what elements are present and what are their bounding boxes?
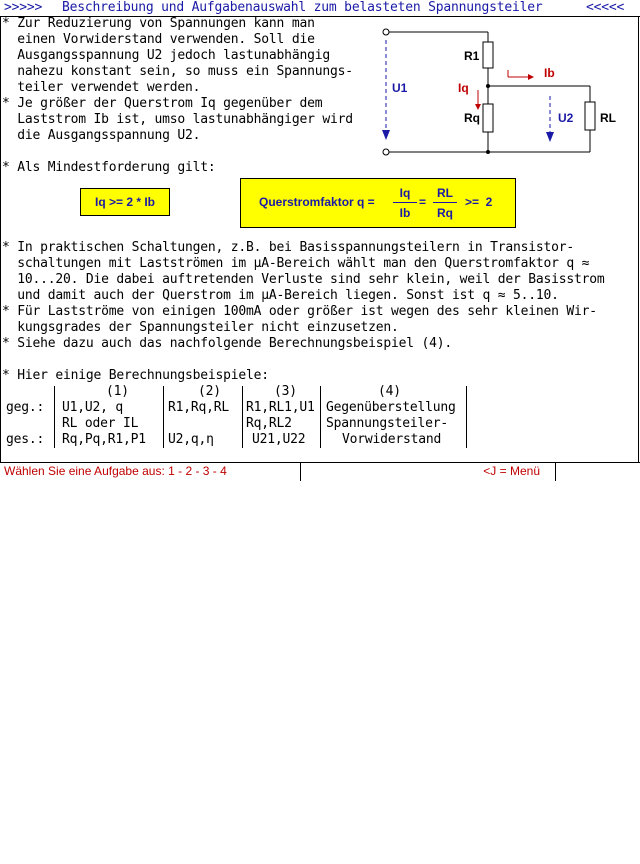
table-cell: RL oder IL bbox=[62, 416, 139, 431]
detail-line: * In praktischen Schaltungen, z.B. bei Basisspannungsteilern in Transistor- bbox=[2, 240, 574, 255]
terminal-bottom-left bbox=[383, 149, 389, 155]
examples-heading: * Hier einige Berechnungsbeispiele: bbox=[2, 368, 269, 383]
title-bar bbox=[0, 0, 640, 17]
intro-line: teiler verwendet werden. bbox=[2, 80, 201, 95]
terminal-top-left bbox=[383, 29, 389, 35]
frame-right-border bbox=[638, 16, 639, 462]
rq-label: Rq bbox=[464, 111, 480, 125]
status-divider bbox=[555, 463, 556, 481]
iq-label: Iq bbox=[458, 81, 469, 95]
table-cell: Rq,RL2 bbox=[246, 416, 292, 431]
menu-shortcut[interactable]: <J = Menü bbox=[483, 464, 540, 478]
rq-resistor bbox=[483, 104, 493, 132]
ib-label: Ib bbox=[544, 66, 555, 80]
junction-bottom bbox=[486, 150, 490, 154]
frac2-bar bbox=[433, 202, 457, 203]
factor-equals: = bbox=[419, 195, 427, 209]
table-cell: R1,RL1,U1 bbox=[246, 400, 315, 415]
frac2-numerator: RL bbox=[437, 186, 453, 200]
u2-arrow-head bbox=[546, 132, 554, 142]
u1-arrow-head bbox=[382, 130, 390, 140]
detail-line: * Für Lastströme von einigen 100mA oder größer ist wegen des sehr kleinen Wir- bbox=[2, 304, 597, 319]
factor-tail: >= 2 bbox=[465, 195, 493, 209]
col1-header: (1) bbox=[106, 384, 129, 399]
cross-current-factor-box bbox=[240, 178, 516, 228]
page-title: Beschreibung und Aufgabenauswahl zum belasteten Spannungsteiler bbox=[62, 0, 543, 15]
rl-label: RL bbox=[600, 111, 616, 125]
detail-line: 10...20. Die dabei auftretenden Verluste sind sehr klein, weil der Basisstrom bbox=[2, 272, 605, 287]
frame-left-border bbox=[0, 16, 1, 462]
table-cell: U21,U22 bbox=[252, 432, 306, 447]
intro-line: die Ausgangsspannung U2. bbox=[2, 128, 201, 143]
table-divider bbox=[320, 386, 321, 448]
frac2-denominator: Rq bbox=[437, 206, 453, 220]
factor-label: Querstromfaktor q = bbox=[259, 195, 375, 209]
table-cell: Spannungsteiler- bbox=[326, 416, 449, 431]
row-label-given: geg.: bbox=[6, 400, 45, 415]
row-label-sought: ges.: bbox=[6, 432, 45, 447]
intro-line: nahezu konstant sein, so muss ein Spannungs- bbox=[2, 64, 353, 79]
detail-line: kungsgrades der Spannungsteiler nicht einzusetzen. bbox=[2, 320, 399, 335]
task-selection-prompt[interactable]: Wählen Sie eine Aufgabe aus: 1 - 2 - 3 - 4 bbox=[4, 464, 227, 478]
table-divider bbox=[242, 386, 243, 448]
detail-line: * Siehe dazu auch das nachfolgende Berechnungsbeispiel (4). bbox=[2, 336, 452, 351]
table-divider bbox=[466, 386, 467, 448]
frac1-denominator: Ib bbox=[399, 206, 411, 220]
table-cell: Gegenüberstellung bbox=[326, 400, 456, 415]
detail-line: und damit auch der Querstrom im µA-Bereich liegen. Sonst ist q ≈ 5..10. bbox=[2, 288, 559, 303]
table-divider bbox=[54, 386, 55, 448]
u1-label: U1 bbox=[392, 81, 408, 95]
u2-label: U2 bbox=[558, 111, 574, 125]
r1-resistor bbox=[483, 42, 493, 68]
intro-line: * Je größer der Querstrom Iq gegenüber dem bbox=[2, 96, 323, 111]
status-bar bbox=[0, 462, 640, 481]
col4-header: (4) bbox=[378, 384, 401, 399]
voltage-divider-circuit bbox=[376, 22, 626, 162]
col2-header: (2) bbox=[198, 384, 221, 399]
intro-line: einen Vorwiderstand verwenden. Soll die bbox=[2, 32, 315, 47]
table-cell: U2,q,η bbox=[168, 432, 214, 447]
requirement-line: * Als Mindestforderung gilt: bbox=[2, 160, 216, 175]
table-divider bbox=[163, 386, 164, 448]
table-cell: Vorwiderstand bbox=[342, 432, 442, 447]
ib-arrow-head bbox=[528, 74, 534, 80]
r1-label: R1 bbox=[464, 49, 480, 63]
intro-line: Laststrom Ib ist, umso lastunabhängiger wird bbox=[2, 112, 353, 127]
intro-line: Ausgangsspannung U2 jedoch lastunabhängig bbox=[2, 48, 330, 63]
detail-line: schaltungen mit Lastströmen im µA-Bereich wählt man den Querstromfaktor q ≈ bbox=[2, 256, 590, 271]
min-requirement-box bbox=[80, 188, 170, 216]
status-divider bbox=[300, 463, 301, 481]
title-left-marker: >>>>> bbox=[4, 0, 43, 15]
table-cell: U1,U2, q bbox=[62, 400, 124, 415]
rl-resistor bbox=[585, 102, 595, 130]
min-requirement-formula: Iq >= 2 * Ib bbox=[94, 195, 156, 209]
frac1-numerator: Iq bbox=[399, 186, 411, 200]
iq-arrow-head bbox=[475, 104, 481, 110]
frac1-bar bbox=[393, 202, 417, 203]
intro-line: * Zur Reduzierung von Spannungen kann man bbox=[2, 16, 315, 31]
col3-header: (3) bbox=[274, 384, 297, 399]
table-cell: R1,Rq,RL bbox=[168, 400, 230, 415]
title-right-marker: <<<<< bbox=[586, 0, 625, 15]
table-cell: Rq,Pq,R1,P1 bbox=[62, 432, 146, 447]
